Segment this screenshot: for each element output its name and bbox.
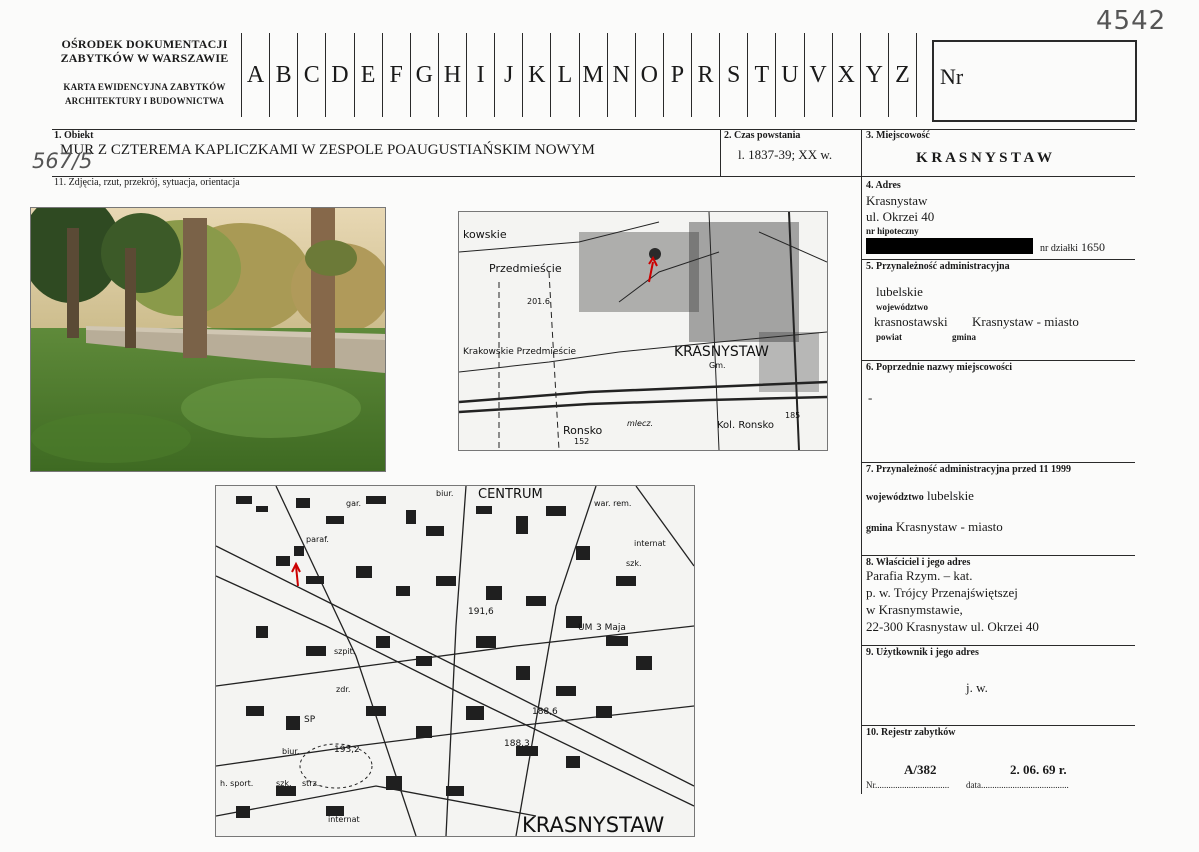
map1-label-ronsko: Ronsko xyxy=(563,424,603,437)
wlasciciel-line4: 22-300 Krasnystaw ul. Okrzei 40 xyxy=(866,619,1039,634)
map2-label-paraf: paraf. xyxy=(306,535,329,544)
map-location-drawing xyxy=(459,212,827,450)
map1-label-przedmiescie: Przedmieście xyxy=(489,262,562,275)
index-letter-p: P xyxy=(663,33,691,117)
index-letter-f: F xyxy=(382,33,410,117)
rejestr-nr-label: Nr................................. xyxy=(866,780,950,790)
powiat-label: powiat xyxy=(876,332,903,342)
przed-wojewodztwo xyxy=(866,488,974,504)
rejestr-nr-value: A/382 xyxy=(904,762,937,777)
index-letter-a: A xyxy=(241,33,269,117)
map2-label-centrum: CENTRUM xyxy=(478,487,543,502)
adres-label: 4. Adres xyxy=(866,180,901,191)
index-letter-h: H xyxy=(438,33,466,117)
rule-r9 xyxy=(861,725,1135,726)
index-letter-l: L xyxy=(550,33,578,117)
index-letter-x: X xyxy=(832,33,860,117)
index-letter-k: K xyxy=(522,33,550,117)
map2-label-1886: 188,6 xyxy=(532,707,558,717)
map2-label-war-rem: war. rem. xyxy=(594,499,632,508)
powiat-value: krasnostawski xyxy=(874,314,948,329)
przed-gmina-label: gmina xyxy=(866,523,893,534)
obiekt-value: MUR Z CZTEREMA KAPLICZKAMI W ZESPOLE POAUGUSTIAŃSKIM NOWYM xyxy=(60,142,595,158)
photo-wall xyxy=(30,207,386,472)
map2-label-strz: strz. xyxy=(302,779,320,788)
card-type-line2: ARCHITEKTURY I BUDOWNICTWA xyxy=(64,96,225,106)
miejscowosc-value: K R A S N Y S T A W xyxy=(916,150,1053,166)
nr-label: Nr xyxy=(940,64,964,89)
przed-woj-value: lubelskie xyxy=(927,488,974,503)
institution-line1: OŚRODEK DOKUMENTACJI xyxy=(61,37,228,51)
poprzednie-label: 6. Poprzednie nazwy miejscowości xyxy=(866,362,1013,373)
czas-label: 2. Czas powstania xyxy=(724,130,801,141)
index-letter-i: I xyxy=(466,33,494,117)
index-letter-m: M xyxy=(579,33,607,117)
institution-name xyxy=(52,37,237,65)
dzialka-label: nr działki xyxy=(1040,243,1079,254)
map2-label-sp: SP xyxy=(304,715,316,725)
przynaleznosc-label: 5. Przynależność administracyjna xyxy=(866,261,1010,272)
map2-label-biur-top: biur. xyxy=(436,489,454,498)
map1-label-kowskie: kowskie xyxy=(463,228,507,241)
uzytkownik-label: 9. Użytkownik i jego adres xyxy=(866,647,979,658)
map2-label-zdr: zdr. xyxy=(336,685,351,694)
index-letter-j: J xyxy=(494,33,522,117)
wojewodztwo-value: lubelskie xyxy=(876,284,923,299)
index-letter-v: V xyxy=(804,33,832,117)
map2-label-internat-bottom: internat xyxy=(328,815,360,824)
map2-label-szk-bottom: szk. xyxy=(276,779,292,788)
czas-value: l. 1837-39; XX w. xyxy=(738,147,833,162)
hipoteczny-redacted xyxy=(866,238,1033,254)
rejestr-data-value: 2. 06. 69 r. xyxy=(1010,762,1067,777)
obiekt-label: 1. Obiekt xyxy=(54,130,94,141)
wojewodztwo-label: województwo xyxy=(876,302,928,312)
rejestr-data-label: data....................................... xyxy=(966,780,1069,790)
wlasciciel-line1: Parafia Rzym. – kat. xyxy=(866,568,973,583)
map-town-centre xyxy=(215,485,695,837)
corner-handwritten-number: 4542 xyxy=(1096,6,1167,36)
map-location xyxy=(458,211,828,451)
map1-label-kol-ronsko: Kol. Ronsko xyxy=(717,420,775,431)
przed-gmina xyxy=(866,519,1003,535)
wlasciciel-line2: p. w. Trójcy Przenajświętszej xyxy=(866,585,1018,600)
map2-label-um: UM xyxy=(578,623,593,633)
adres-line2: ul. Okrzei 40 xyxy=(866,209,935,224)
przed-gmina-value: Krasnystaw - miasto xyxy=(895,519,1003,534)
map1-label-krasnystaw: KRASNYSTAW xyxy=(674,344,769,360)
rule-col-czas xyxy=(720,129,721,176)
institution-line2: ZABYTKÓW W WARSZAWIE xyxy=(60,51,229,65)
rejestr-label: 10. Rejestr zabytków xyxy=(866,727,956,738)
index-letter-u: U xyxy=(775,33,803,117)
map-town-centre-drawing xyxy=(216,486,694,836)
map2-label-h-sport: h. sport. xyxy=(220,779,254,788)
zdjecia-label: 11. Zdjęcia, rzut, przekrój, sytuacja, orientacja xyxy=(54,177,240,188)
map1-label-krakowskie: Krakowskie Przedmieście xyxy=(463,347,577,357)
map1-label-185: 185 xyxy=(785,411,801,420)
uzytkownik-value: j. w. xyxy=(966,680,988,695)
miejscowosc-label: 3. Miejscowość xyxy=(866,130,930,141)
index-letter-e: E xyxy=(354,33,382,117)
obiekt-handwritten: 567/5 xyxy=(32,149,93,173)
rule-r6 xyxy=(861,462,1135,463)
dzialka xyxy=(1040,240,1105,255)
map2-label-1932: 193,2 xyxy=(334,745,360,755)
rule-r5 xyxy=(861,360,1135,361)
index-letter-c: C xyxy=(297,33,325,117)
map1-label-2016: 201.6 xyxy=(527,297,550,306)
adres-line1: Krasnystaw xyxy=(866,193,928,208)
gmina-label: gmina xyxy=(952,332,977,342)
photo-wall-scene xyxy=(31,208,385,471)
map2-label-1883: 188,3 xyxy=(504,739,530,749)
rule-header-bottom xyxy=(52,129,1135,130)
gmina-value: Krasnystaw - miasto xyxy=(972,314,1079,329)
card-type-line1: KARTA EWIDENCYJNA ZABYTKÓW xyxy=(63,82,226,92)
map2-label-szk-top: szk. xyxy=(626,559,642,568)
index-letter-s: S xyxy=(719,33,747,117)
map2-label-szpit: szpit. xyxy=(334,647,356,656)
index-letter-o: O xyxy=(635,33,663,117)
wlasciciel-label: 8. Właściciel i jego adres xyxy=(866,557,971,568)
przynaleznosc-przed-label: 7. Przynależność administracyjna przed 11 1999 xyxy=(866,464,1071,475)
map2-title: KRASNYSTAW xyxy=(522,813,665,836)
card-type xyxy=(52,80,237,108)
index-letter-y: Y xyxy=(860,33,888,117)
index-letter-b: B xyxy=(269,33,297,117)
map2-label-internat-top: internat xyxy=(634,539,666,548)
index-letter-g: G xyxy=(410,33,438,117)
nr-box xyxy=(932,40,1137,122)
index-letter-r: R xyxy=(691,33,719,117)
poprzednie-value: - xyxy=(868,390,873,405)
hipoteczny-label: nr hipoteczny xyxy=(866,226,919,236)
rule-r7 xyxy=(861,555,1135,556)
index-letters xyxy=(241,33,917,117)
index-letter-n: N xyxy=(607,33,635,117)
map2-label-biur-bottom: biur. xyxy=(282,747,300,756)
index-letter-z: Z xyxy=(888,33,917,117)
map1-label-mlecz: mlecz. xyxy=(627,419,654,428)
rule-r4 xyxy=(861,259,1135,260)
rule-r8 xyxy=(861,645,1135,646)
przed-woj-label: województwo xyxy=(866,492,924,503)
index-letter-t: T xyxy=(747,33,775,117)
map2-label-1916: 191,6 xyxy=(468,607,494,617)
map2-label-3maja: 3 Maja xyxy=(596,623,626,633)
map2-label-gar: gar. xyxy=(346,499,362,508)
map1-label-152: 152 xyxy=(574,437,590,446)
dzialka-value: 1650 xyxy=(1081,240,1106,254)
wlasciciel-line3: w Krasnymstawie, xyxy=(866,602,963,617)
index-letter-d: D xyxy=(325,33,353,117)
map1-label-gm: Gm. xyxy=(709,361,726,370)
